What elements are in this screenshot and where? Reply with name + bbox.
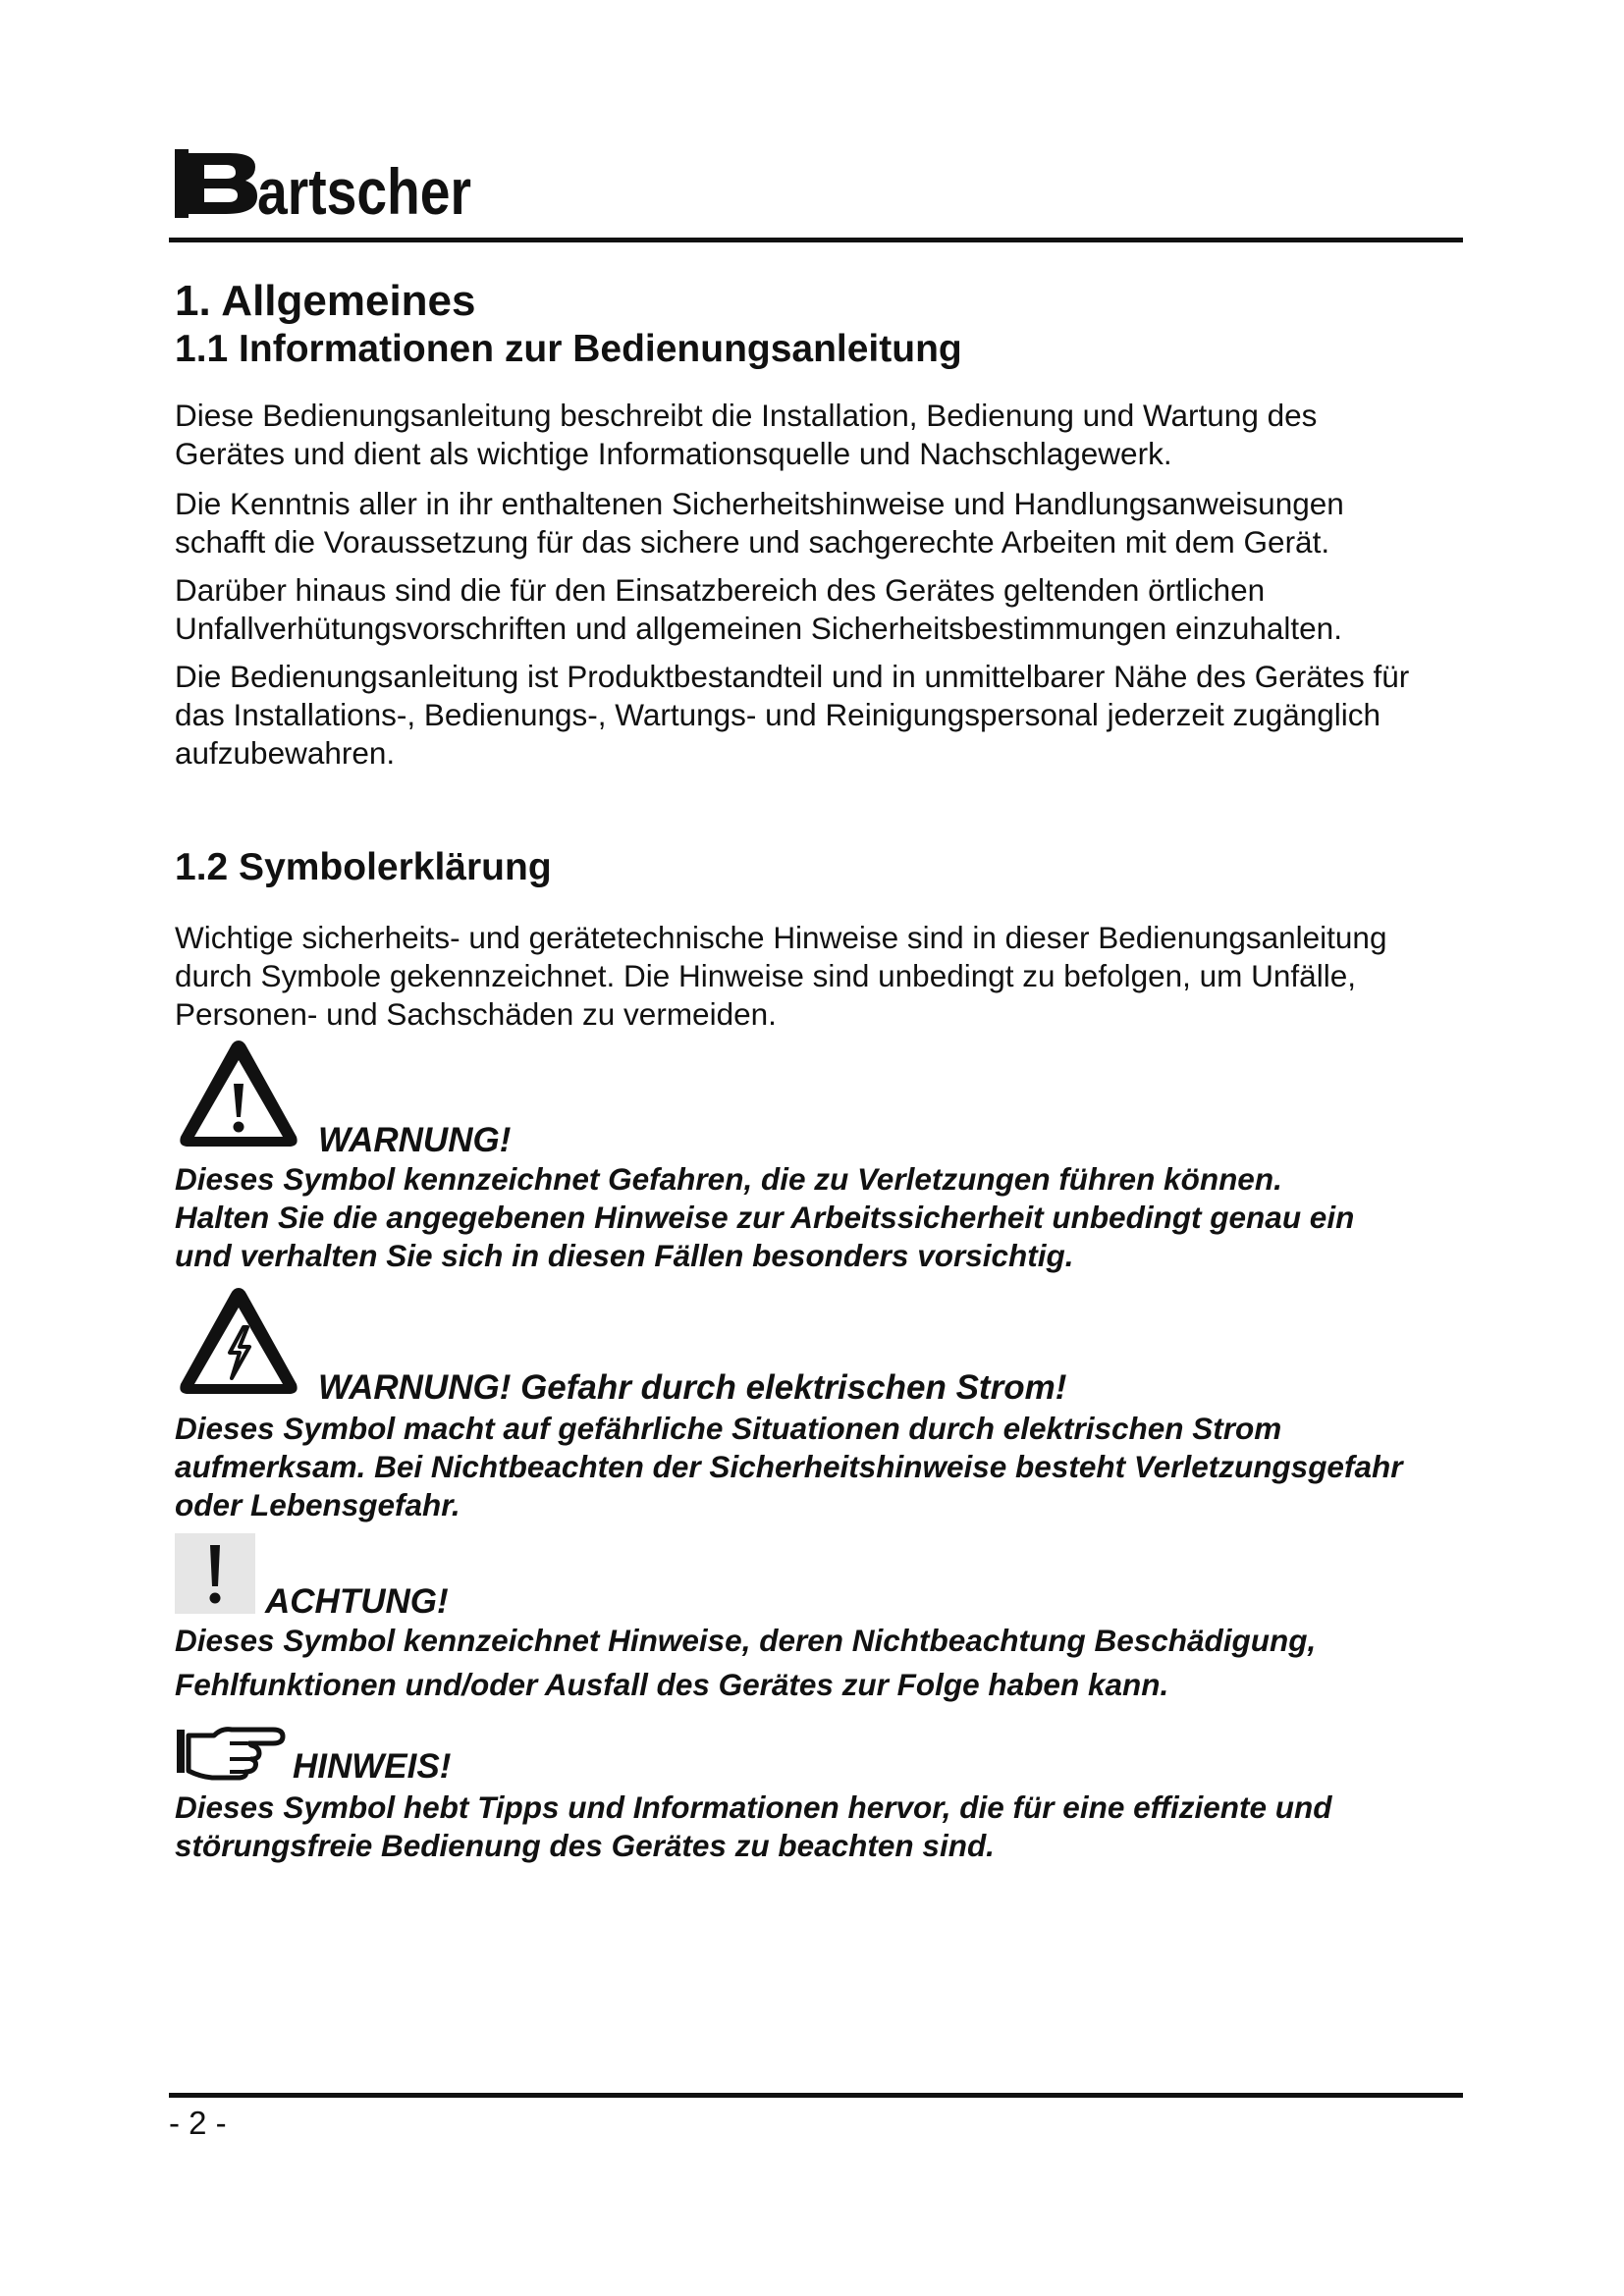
paragraph: Darüber hinaus sind die für den Einsatzbereich des Gerätes geltenden örtlichen Unfallverhütungsvorschriften und allgemeinen Sicherheitsbestimmungen einzuhalten. [175, 572, 1342, 646]
paragraph: Diese Bedienungsanleitung beschreibt die Installation, Bedienung und Wartung des Gerätes und dient als wichtige Informationsquelle und Nachschlagewerk. [175, 398, 1318, 471]
notice-title: ACHTUNG! [265, 1582, 449, 1621]
paragraph: Wichtige sicherheits- und gerätetechnische Hinweise sind in dieser Bedienungsanleitung durch Symbole gekennzeichnet. Die Hinweise sind unbedingt zu befolgen, um Unfälle, Personen- und Sachschäden zu vermeiden. [175, 920, 1387, 1032]
paragraph: Die Bedienungsanleitung ist Produktbestandteil und in unmittelbarer Nähe des Gerätes für das Installations-, Bedienungs-, Wartungs- und Reinigungspersonal jederzeit zugänglich aufzubewahren. [175, 659, 1410, 771]
notice-text: Dieses Symbol hebt Tipps und Informationen hervor, die für eine effiziente und störungsfreie Bedienung des Gerätes zu beachten sind. [175, 1789, 1332, 1863]
subsection-title-1-1: 1.1 Informationen zur Bedienungsanleitung [175, 328, 962, 370]
bartscher-logo [175, 132, 479, 230]
electric-hazard-icon [175, 1282, 302, 1400]
subsection-title-1-2: 1.2 Symbolerklärung [175, 846, 552, 888]
notice-title: WARNUNG! Gefahr durch elektrischen Strom! [318, 1368, 1067, 1407]
svg-text:artscher: artscher [257, 155, 471, 228]
notice-text: Dieses Symbol macht auf gefährliche Situationen durch elektrischen Strom aufmerksam. Bei Nichtbeachten der Sicherheitshinweise besteht Verletzungsgefahr oder Lebensgefahr. [175, 1411, 1403, 1522]
warning-triangle-icon [175, 1035, 302, 1152]
paragraph: Die Kenntnis aller in ihr enthaltenen Sicherheitshinweise und Handlungsanweisungen schafft die Voraussetzung für das sichere und sachgerechte Arbeiten mit dem Gerät. [175, 486, 1344, 560]
header-rule [169, 238, 1463, 242]
notice-text: Dieses Symbol kennzeichnet Hinweise, deren Nichtbeachtung Beschädigung, Fehlfunktionen und/oder Ausfall des Gerätes zur Folge haben kann. [175, 1623, 1317, 1702]
notice-title: HINWEIS! [293, 1747, 452, 1786]
page-number: - 2 - [169, 2105, 227, 2141]
section-title: 1. Allgemeines [175, 277, 476, 325]
footer-rule [169, 2093, 1463, 2098]
pointing-hand-icon [175, 1722, 293, 1781]
notice-title: WARNUNG! [318, 1121, 512, 1159]
notice-text: Dieses Symbol kennzeichnet Gefahren, die zu Verletzungen führen können. Halten Sie die angegebenen Hinweise zur Arbeitssicherheit unbedingt genau ein und verhalten Sie sich in diesen Fällen besonders vorsichtig. [175, 1161, 1355, 1273]
exclamation-icon [175, 1533, 255, 1614]
